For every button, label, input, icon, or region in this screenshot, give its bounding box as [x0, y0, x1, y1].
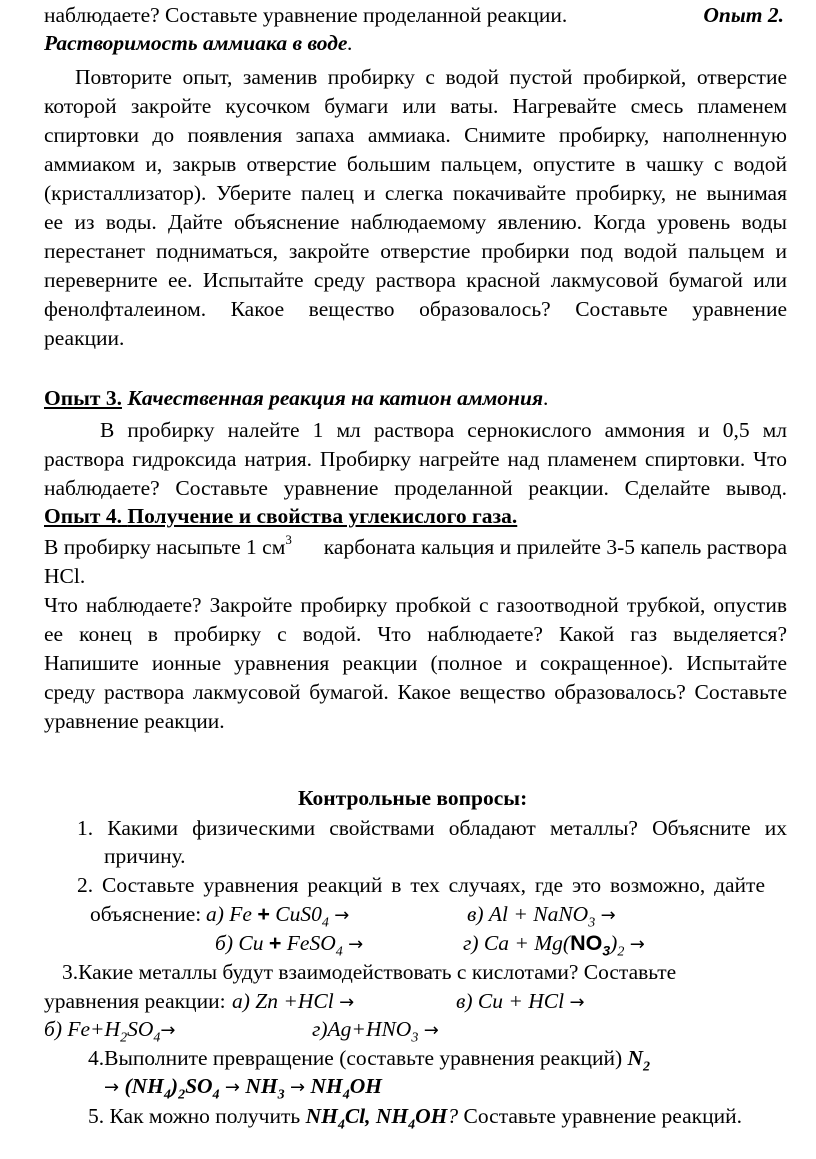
q5-nh4oh: NH — [375, 1104, 409, 1128]
exp3-label: Опыт 3. — [44, 386, 122, 410]
exp2-heading — [44, 30, 353, 57]
sub-3: 3 — [411, 1030, 419, 1046]
sub-2: 2 — [643, 1059, 651, 1075]
exp2-line: фенолфталеином. Какое вещество образовалось? Составьте уравнение — [44, 297, 787, 321]
exp4-line: Что наблюдаете? Закройте пробирку пробкой с газоотводной трубкой, опустив — [44, 593, 787, 617]
q4-so: SO — [185, 1074, 213, 1098]
arrow-icon: → — [423, 1020, 439, 1041]
question-1-line-2: причину. — [104, 844, 186, 868]
sub-4: 4 — [212, 1087, 220, 1103]
sub-2: 2 — [617, 944, 625, 960]
question-2-g — [463, 930, 645, 958]
intro-line — [44, 2, 784, 29]
question-2-b — [215, 930, 363, 958]
exp2-line: реакции. — [44, 326, 125, 350]
q3v-cu: в) Cu + HCl — [456, 989, 565, 1013]
question-5 — [88, 1103, 742, 1133]
sub-4: 4 — [163, 1087, 171, 1103]
question-3-v — [456, 988, 585, 1016]
q2a-cuso: CuS0 — [275, 902, 322, 926]
q5-text-a: 5. Как можно получить — [88, 1104, 301, 1128]
exp4-line-1b: карбоната кальция и прилейте 3-5 капель раствора — [323, 535, 787, 559]
exp4-label: Опыт 4. — [44, 504, 122, 528]
exp2-line: перестанет подниматься, закройте отверстие пробирки под водой пальцем и — [44, 239, 787, 263]
sub-4: 4 — [153, 1030, 161, 1046]
exp4-line-1 — [44, 531, 787, 561]
sub-4: 4 — [337, 1117, 345, 1133]
question-3-line-1: 3.Какие металлы будут взаимодействовать с кислотами? Составьте — [62, 960, 677, 984]
arrow-icon: → — [339, 992, 355, 1013]
exp4-cm3-sup: 3 — [285, 531, 292, 547]
arrow-icon: → — [348, 934, 364, 955]
plus-sign: + — [268, 931, 282, 955]
q2v-al: в) Al + NaNO — [467, 902, 589, 926]
question-3-a — [232, 988, 354, 1016]
close-paren: ) — [170, 1074, 179, 1098]
exp4-line-1a: В пробирку насыпьте 1 см — [44, 535, 286, 559]
exp4-line: Напишите ионные уравнения реакции (полное и сокращенное). Испытайте — [44, 651, 787, 675]
q5-nh4: NH — [305, 1104, 338, 1128]
arrow-icon: → — [290, 1077, 306, 1098]
q5-oh: OH — [415, 1104, 448, 1128]
exp2-line: (кристаллизатор). Уберите палец и слегка покачивайте пробирку, не вынимая — [44, 181, 787, 205]
sub-2: 2 — [120, 1030, 128, 1046]
exp2-title: Растворимость аммиака в воде — [44, 31, 348, 55]
sub-3: 3 — [602, 942, 611, 959]
intro-text: наблюдаете? Составьте уравнение проделанной реакции. — [44, 3, 568, 27]
exp2-line: аммиаком и, закрыв отверстие большим пальцем, опустите в чашку с водой — [44, 152, 787, 176]
q5-cl: Cl, — [344, 1104, 371, 1128]
sub-3: 3 — [588, 915, 596, 931]
exp2-line: спиртовки до появления запаха аммиака. Снимите пробирку, наполненную — [44, 123, 787, 147]
exp3-heading — [44, 385, 548, 412]
exp3-title: Качественная реакция на катион аммония — [127, 386, 544, 410]
arrow-icon: → — [600, 905, 616, 926]
q4-nh4oh: NH — [310, 1074, 343, 1098]
exp3-line: раствора гидроксида натрия. Пробирку нагрейте над пламенем спиртовки. Что — [44, 447, 787, 471]
q2g-no: NO — [570, 931, 603, 955]
q3a-zn: а) Zn +HCl — [232, 989, 334, 1013]
question-2-expl: объяснение: — [90, 902, 202, 926]
q2b-cu: б) Cu — [215, 931, 264, 955]
arrow-icon: → — [160, 1020, 176, 1041]
q4-n: N — [627, 1046, 644, 1070]
exp3-line: наблюдаете? Составьте уравнение проделанной реакции. Сделайте вывод. — [44, 476, 787, 500]
sub-2: 2 — [178, 1087, 186, 1103]
q3b-fe: б) Fe+H — [44, 1017, 121, 1041]
exp4-title: Получение и свойства углекислого газа. — [127, 504, 518, 528]
sub-3: 3 — [277, 1087, 285, 1103]
exp4-line: ее конец в пробирку с водой. Что наблюдаете? Какой газ выделяется? — [44, 622, 787, 646]
q5-question-mark: ? — [447, 1104, 459, 1128]
exp4-line: среду раствора лакмусовой бумагой. Какое вещество образовалось? Составьте — [44, 680, 787, 704]
sub-4: 4 — [335, 944, 343, 960]
question-3-b — [44, 1016, 175, 1044]
question-3-line-2: уравнения реакции: — [44, 989, 226, 1013]
exp4-heading — [44, 503, 517, 530]
arrow-icon: → — [224, 1077, 241, 1098]
arrow-icon: → — [569, 992, 585, 1013]
exp4-line-2: HCl. — [44, 564, 86, 588]
q4-nh3: NH — [245, 1074, 278, 1098]
exp2-title-dot: . — [347, 31, 353, 55]
exp2-line: которой закройте кусочком бумаги или ваты. Нагревайте смесь пламенем — [44, 94, 787, 118]
exp4-line: уравнение реакции. — [44, 709, 225, 733]
arrow-icon: → — [104, 1077, 120, 1098]
plus-sign: + — [257, 902, 270, 926]
question-1-line-1: 1. Какими физическими свойствами обладают металлы? Объясните их — [77, 816, 787, 840]
q3b-so: SO — [127, 1017, 154, 1041]
arrow-icon: → — [629, 934, 645, 955]
question-3-g — [312, 1016, 439, 1044]
exp2-line: ее из воды. Дайте объяснение наблюдаемому явлению. Когда уровень воды — [44, 210, 787, 234]
question-4-chain — [104, 1073, 382, 1101]
question-4-line-1 — [88, 1045, 651, 1075]
question-2-v — [467, 901, 616, 929]
close-paren: ) — [610, 931, 618, 955]
sub-4: 4 — [321, 915, 329, 931]
q2a-fe: а) Fe — [206, 902, 252, 926]
exp3-title-dot: . — [543, 386, 549, 410]
q2b-feso: FeSO — [286, 931, 336, 955]
questions-heading: Контрольные вопросы: — [298, 786, 528, 810]
exp3-line: В пробирку налейте 1 мл раствора сернокислого аммония и 0,5 мл — [100, 418, 787, 442]
q3g-ag: г)Ag+HNO — [312, 1017, 412, 1041]
sub-4: 4 — [342, 1087, 350, 1103]
question-2-line-1: 2. Составьте уравнения реакций в тех случаях, где это возможно, дайте — [77, 873, 765, 897]
q2g-ca: г) Ca + Mg( — [463, 931, 571, 955]
exp2-label: Опыт 2. — [703, 3, 784, 27]
exp2-line: переверните ее. Испытайте среду раствора красной лакмусовой бумагой или — [44, 268, 787, 292]
q4-text: 4.Выполните превращение (составьте уравнения реакций) — [88, 1046, 623, 1070]
sub-4: 4 — [408, 1117, 416, 1133]
arrow-icon: → — [334, 905, 350, 926]
q4-nh4: (NH — [124, 1074, 164, 1098]
q5-text-b: Составьте уравнение реакций. — [463, 1104, 742, 1128]
exp2-line: Повторите опыт, заменив пробирку с водой пустой пробиркой, отверстие — [75, 65, 787, 89]
q4-oh: OH — [349, 1074, 382, 1098]
question-2-a — [206, 901, 349, 929]
